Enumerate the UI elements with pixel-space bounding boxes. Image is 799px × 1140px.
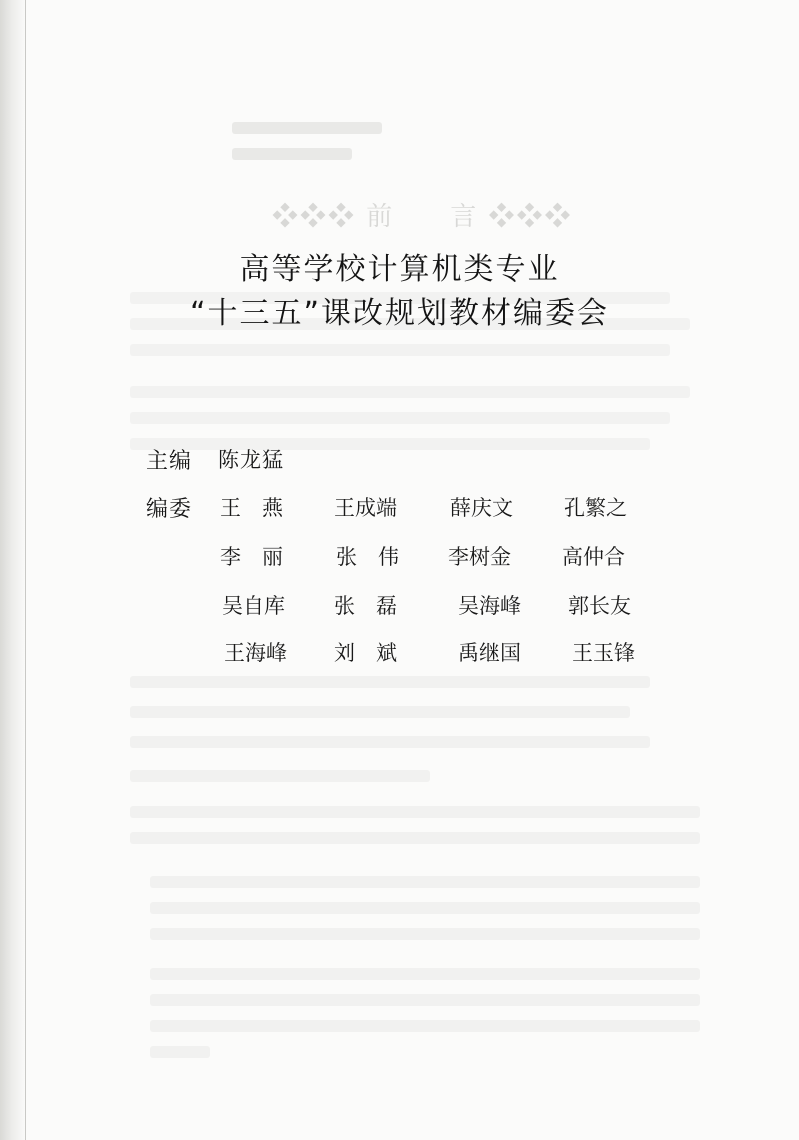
show-through-mark	[130, 412, 670, 424]
page-binding-edge	[0, 0, 26, 1140]
show-through-mark	[150, 902, 700, 914]
committee-member: 王海峰	[224, 641, 287, 665]
page-title-line-2: “十三五”课改规划教材编委会	[189, 296, 610, 331]
show-through-mark	[130, 344, 670, 356]
show-through-mark	[150, 1046, 210, 1058]
show-through-mark	[150, 876, 700, 888]
committee-member: 高仲合	[562, 545, 625, 569]
show-through-mark	[150, 928, 700, 940]
show-through-mark	[130, 736, 650, 748]
committee-member: 王 燕	[220, 496, 283, 520]
committee-member: 郭长友	[568, 594, 631, 618]
page-binding-line	[25, 0, 26, 1140]
page-title-line-1: 高等学校计算机类专业	[239, 252, 560, 287]
show-through-mark	[130, 806, 700, 818]
show-through-mark	[130, 770, 430, 782]
committee-member: 李树金	[448, 545, 511, 569]
show-through-mark	[232, 122, 382, 134]
show-through-mark	[130, 386, 690, 398]
committee-member: 王玉锋	[572, 641, 635, 665]
show-through-mark	[150, 1020, 700, 1032]
committee-member: 孔繁之	[564, 496, 627, 520]
show-through-mark	[130, 706, 630, 718]
reverse-side-heading: ❖❖❖ 前 言 ❖❖❖	[272, 202, 573, 232]
show-through-mark	[130, 832, 700, 844]
committee-member: 禹继国	[458, 641, 521, 665]
committee-member: 张 磊	[334, 594, 397, 618]
show-through-mark	[150, 968, 700, 980]
committee-member: 张 伟	[336, 545, 399, 569]
show-through-mark	[130, 438, 650, 450]
show-through-mark	[150, 994, 700, 1006]
editor-name: 陈龙猛	[218, 448, 284, 472]
committee-label: 编委	[146, 497, 193, 522]
committee-member: 吴自库	[222, 594, 285, 618]
editor-label: 主编	[146, 449, 193, 474]
committee-member: 王成端	[334, 496, 397, 520]
show-through-mark	[130, 676, 650, 688]
show-through-mark	[232, 148, 352, 160]
committee-member: 吴海峰	[458, 594, 521, 618]
committee-member: 李 丽	[220, 545, 283, 569]
committee-member: 薛庆文	[450, 496, 513, 520]
committee-member: 刘 斌	[334, 641, 397, 665]
